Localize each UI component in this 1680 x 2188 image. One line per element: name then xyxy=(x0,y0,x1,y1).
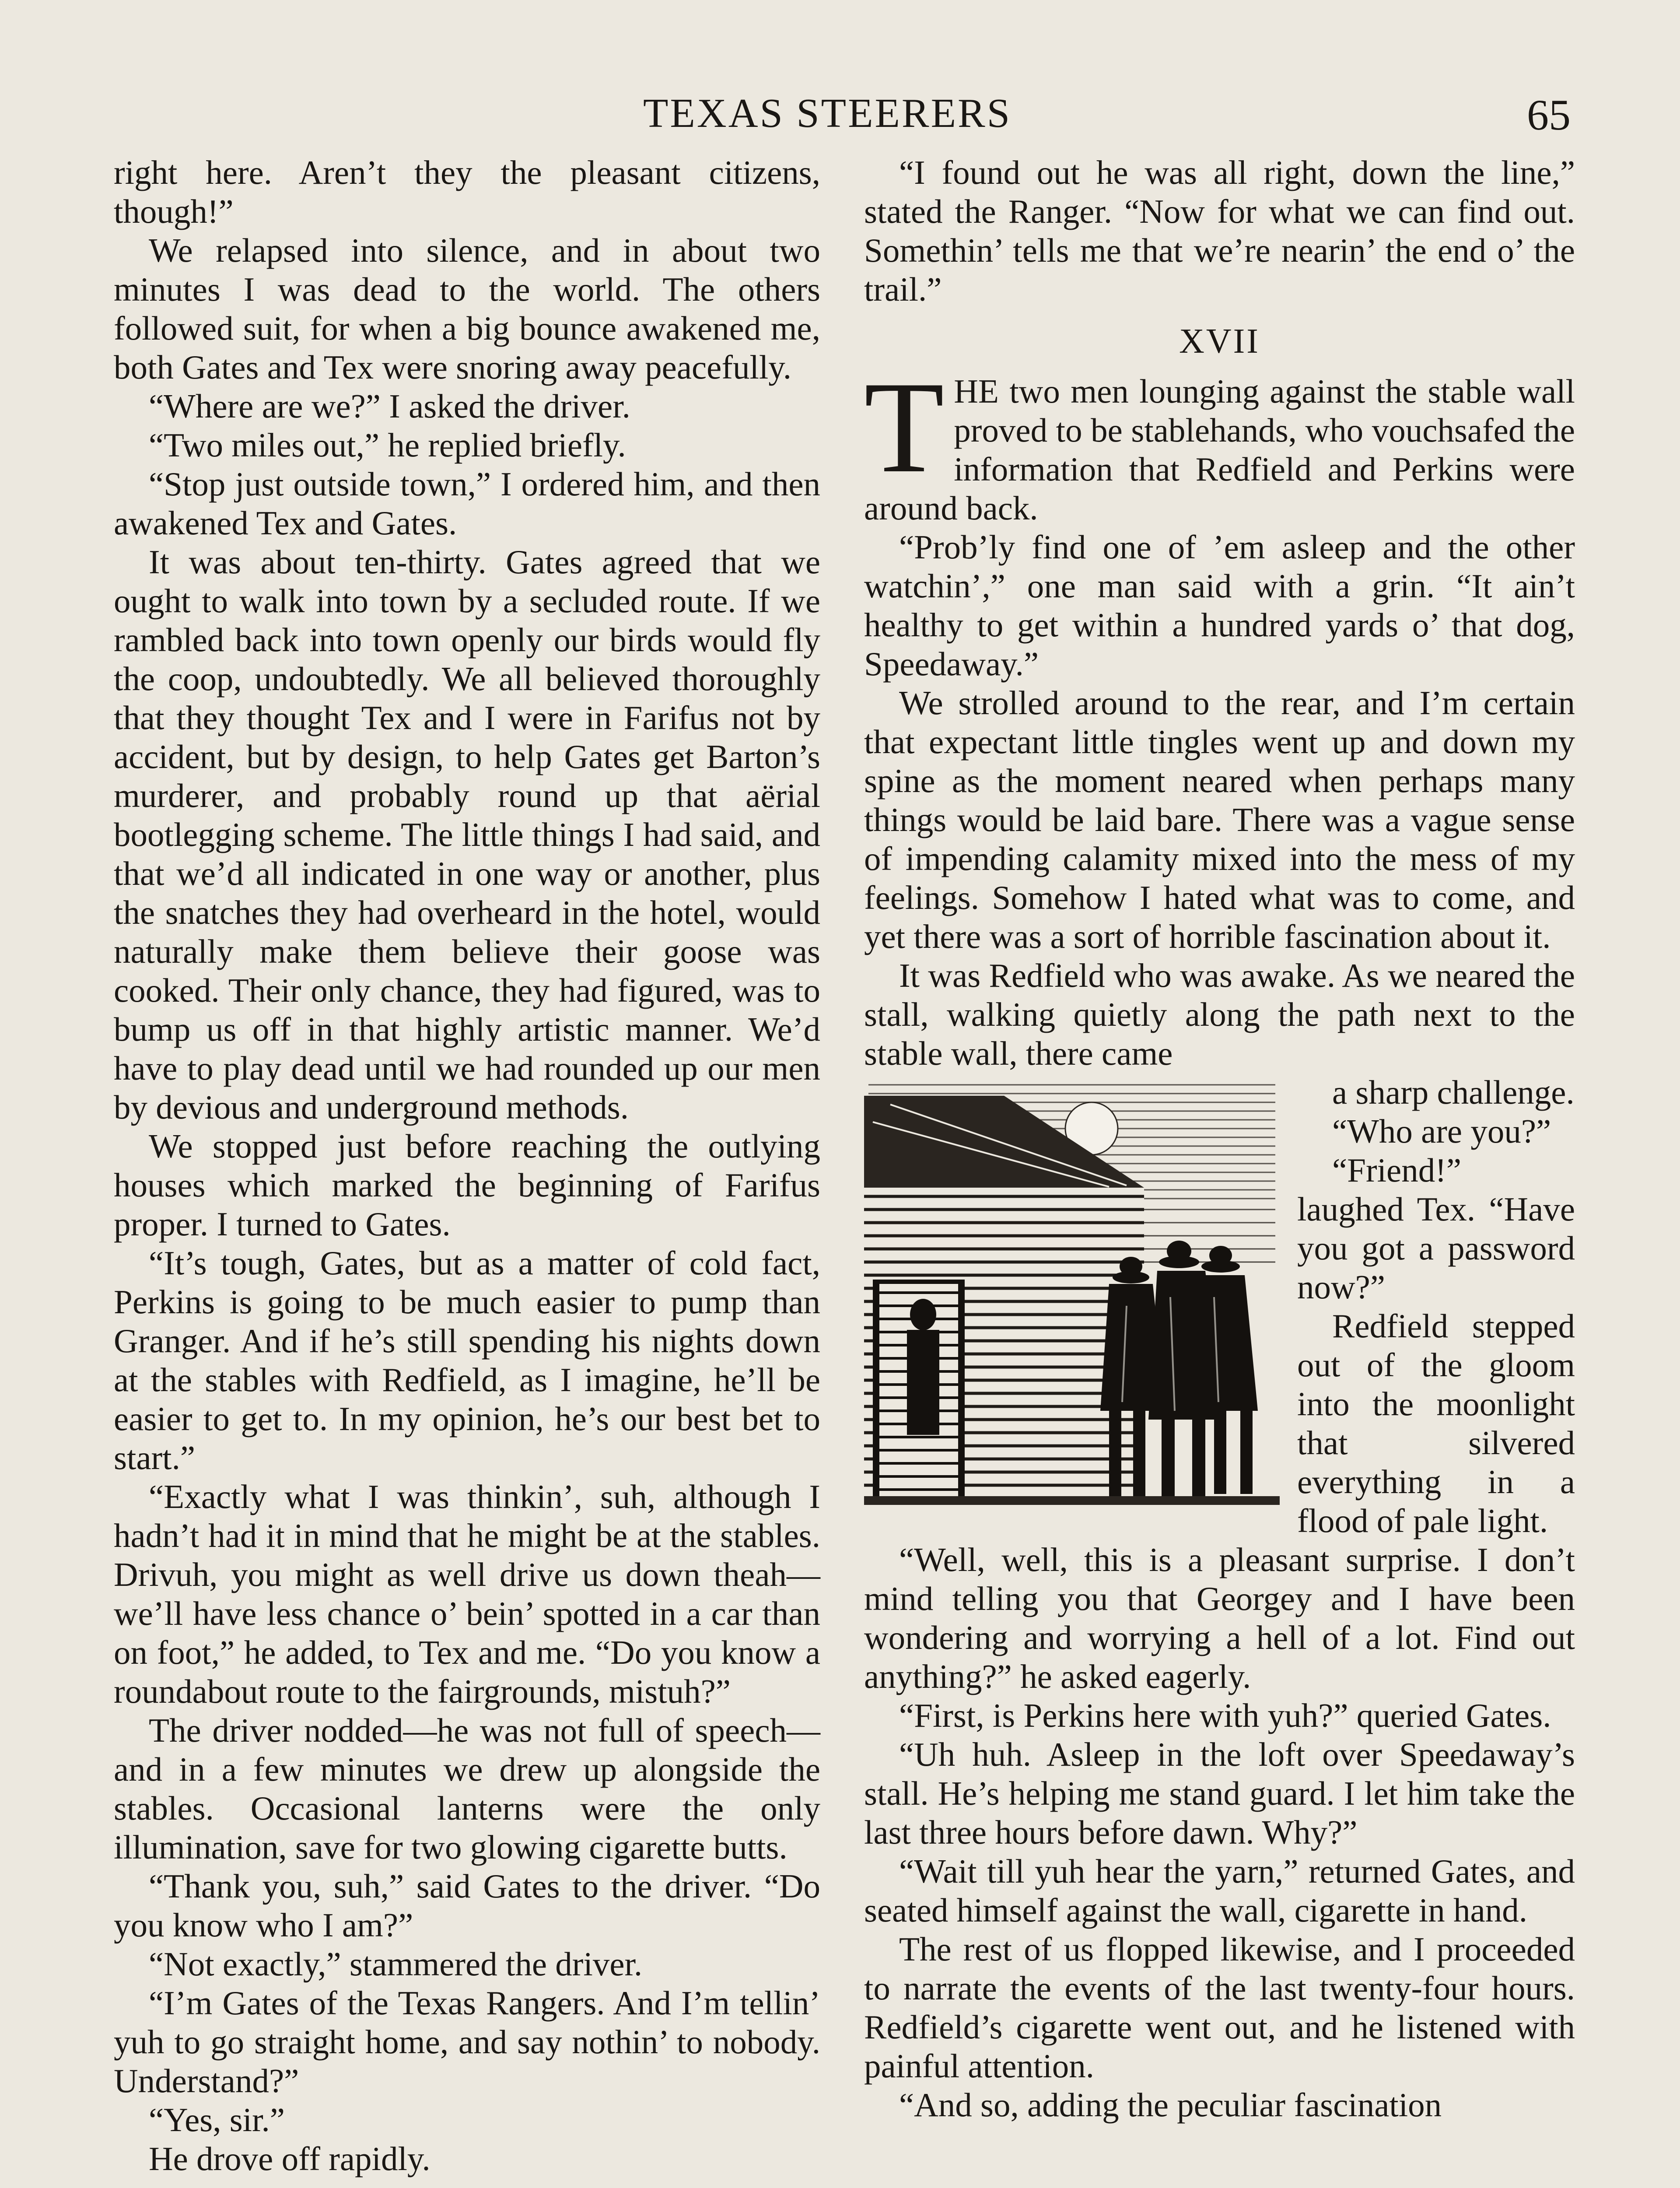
paragraph: “Well, well, this is a pleasant surprise. I don’t mind telling you that Georgey and I have been wondering and worrying a hell of a lot. Find out anything?” he asked eagerly. xyxy=(864,1541,1575,1695)
left-column xyxy=(114,153,820,2178)
right-column xyxy=(864,153,1575,2125)
chapter-heading: XVII xyxy=(1179,322,1260,361)
paragraph: “It’s tough, Gates, but as a matter of cold fact, Perkins is going to be much easier to pump than Granger. And if he’s still spending his nights down at the stables with Redfield, as I imagine, he’ll be easier to get to. In my opinion, he’s our best bet to start.” xyxy=(114,1244,820,1476)
running-title: TEXAS STEERERS xyxy=(643,91,1012,136)
drop-cap-letter: T xyxy=(864,354,945,500)
dropcap-paragraph-text: HE two men lounging against the stable wall proved to be stablehands, who vouchsafed the information that Redfield and Perkins were around back. xyxy=(864,372,1575,527)
paragraph: “Where are we?” I asked the driver. xyxy=(149,387,630,425)
moonlit-stable-engraving-icon xyxy=(864,1078,1280,1505)
paragraph: The rest of us flopped likewise, and I proceeded to narrate the events of the last twenty-four hours. Redfield’s cigarette went out, and he listened with painful attention. xyxy=(864,1930,1575,2085)
paragraph: “Friend!” laughed Tex. “Have you got a password now?” xyxy=(1297,1151,1575,1306)
paragraph: “Uh huh. Asleep in the loft over Speedaway’s stall. He’s helping me stand guard. I let him take the last three hours before dawn. Why?” xyxy=(864,1736,1575,1851)
paragraph: “Stop just outside town,” I ordered him, and then awakened Tex and Gates. xyxy=(114,465,820,542)
paragraph: Redfield stepped out of the gloom into the moonlight that silvered everything in a flood of pale light. xyxy=(1297,1307,1575,1539)
paragraph: He drove off rapidly. xyxy=(149,2140,430,2177)
paragraph: “First, is Perkins here with yuh?” queried Gates. xyxy=(899,1697,1551,1734)
paragraph: We stopped just before reaching the outlying houses which marked the beginning of Farifus proper. I turned to Gates. xyxy=(114,1127,820,1243)
paragraph: It was about ten-thirty. Gates agreed that we ought to walk into town by a secluded route. If we rambled back into town openly our birds would fly the coop, undoubtedly. We all believed thoroughly that they thought Tex and I were in Farifus not by accident, but by design, to help Gates get Barton’s murderer, and probably round up that aërial bootlegging scheme. The little things I had said, and that we’d all indicated in one way or another, plus the snatches they had overheard in the hotel, would naturally make them believe their goose was cooked. Their only chance, they had figured, was to bump us off in that highly artistic manner. We’d have to play dead until we had rounded up our men by devious and underground methods. xyxy=(114,543,820,1126)
paragraph: The driver nodded—he was not full of speech—and in a few minutes we drew up alongside the stables. Occasional lanterns were the only illumination, save for two glowing cigarette butts. xyxy=(114,1711,820,1866)
paragraph: “I’m Gates of the Texas Rangers. And I’m tellin’ yuh to go straight home, and say nothin’ to nobody. Understand?” xyxy=(114,1984,820,2100)
paragraph: “Exactly what I was thinkin’, suh, although I hadn’t had it in mind that he might be at the stables. Drivuh, you might as well drive us down theah—we’ll have less chance o’ bein’ spotted in a car than on foot,” he added, to Tex and me. “Do you know a roundabout route to the fairgrounds, mistuh?” xyxy=(114,1478,820,1710)
page-number: 65 xyxy=(1527,91,1571,139)
paragraph: right here. Aren’t they the pleasant citizens, though!” xyxy=(114,154,820,230)
dropcap-paragraph xyxy=(864,354,1575,528)
page-header xyxy=(0,90,1680,160)
paragraph: “Prob’ly find one of ’em asleep and the other watchin’,” one man said with a grin. “It ain’t healthy to get within a hundred yards o’ that dog, Speedaway.” xyxy=(864,528,1575,683)
stable-illustration xyxy=(864,1078,1280,1505)
paragraph: We relapsed into silence, and in about two minutes I was dead to the world. The others followed suit, for when a big bounce awakened me, both Gates and Tex were snoring away peacefully. xyxy=(114,231,820,386)
paragraph: a sharp challenge. xyxy=(1332,1073,1575,1111)
paragraph: We strolled around to the rear, and I’m certain that expectant little tingles went up and down my spine as the moment neared when perhaps many things would be laid bare. There was a vague sense of impending calamity mixed into the mess of my feelings. Somehow I hated what was to come, and yet there was a sort of horrible fascination about it. xyxy=(864,684,1575,955)
paragraph: “Who are you?” xyxy=(1332,1112,1551,1150)
paragraph: “Yes, sir.” xyxy=(149,2101,285,2139)
paragraph: It was Redfield who was awake. As we neared the stall, walking quietly along the path next to the stable wall, there came xyxy=(864,957,1575,1072)
paragraph: “And so, adding the peculiar fascination xyxy=(899,2086,1442,2124)
paragraph: “Not exactly,” stammered the driver. xyxy=(149,1945,643,1983)
paragraph: “Thank you, suh,” said Gates to the driver. “Do you know who I am?” xyxy=(114,1867,820,1944)
paragraph: “I found out he was all right, down the line,” stated the Ranger. “Now for what we can find out. Somethin’ tells me that we’re nearin’ the end o’ the trail.” xyxy=(864,154,1575,308)
paragraph: “Wait till yuh hear the yarn,” returned Gates, and seated himself against the wall, cigarette in hand. xyxy=(864,1852,1575,1929)
paragraph: “Two miles out,” he replied briefly. xyxy=(149,426,626,464)
